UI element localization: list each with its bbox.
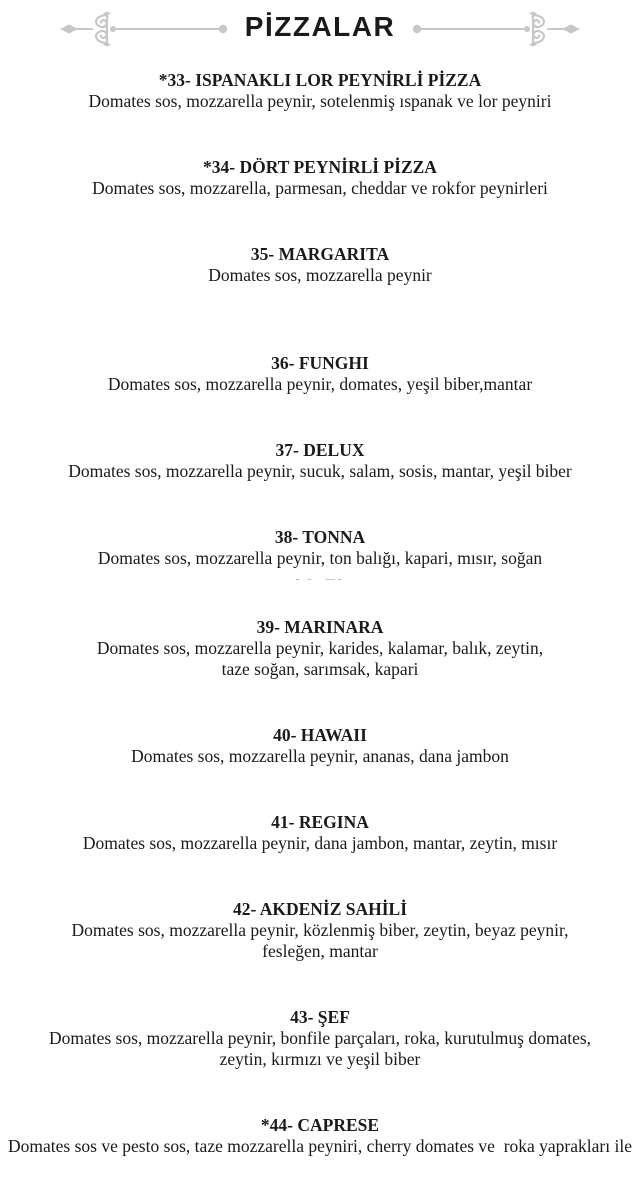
item-name: 37- DELUX xyxy=(275,440,365,460)
menu-item-42 xyxy=(0,899,640,962)
item-name: 40- HAWAII xyxy=(273,725,367,745)
menu-item-40 xyxy=(0,725,640,767)
menu-item-38 xyxy=(0,527,640,585)
pizza-menu-list xyxy=(0,48,640,1157)
item-description-line: Domates sos, mozzarella peynir xyxy=(208,265,432,285)
item-name: 35- MARGARITA xyxy=(250,244,390,264)
stray-dash-artifact: - - —- xyxy=(295,574,345,585)
menu-header xyxy=(0,0,640,48)
flourish-divider-right-icon xyxy=(411,11,581,47)
item-name: *33- ISPANAKLI LOR PEYNİRLİ PİZZA xyxy=(158,70,482,90)
item-description-line: Domates sos, mozzarella peynir, ananas, dana jambon xyxy=(131,746,509,766)
item-name: 36- FUNGHI xyxy=(271,353,369,373)
item-description-line: Domates sos, mozzarella, parmesan, cheddar ve rokfor peynirleri xyxy=(92,178,548,198)
item-description-line: Domates sos, mozzarella peynir, bonfile parçaları, roka, kurutulmuş domates, xyxy=(48,1028,592,1048)
item-name: 38- TONNA xyxy=(274,527,366,547)
item-description-line: Domates sos, mozzarella peynir, sucuk, salam, sosis, mantar, yeşil biber xyxy=(68,461,572,481)
scroll-curl-top-icon xyxy=(96,15,107,27)
item-description-line: Domates sos ve pesto sos, taze mozzarella peyniri, cherry domates ve roka yaprakları ile xyxy=(8,1136,632,1156)
menu-item-35 xyxy=(0,244,640,286)
item-name: *44- CAPRESE xyxy=(260,1115,380,1135)
scroll-curl-bottom-icon xyxy=(96,31,107,43)
item-description-line: Domates sos, mozzarella peynir, sotelenmiş ıspanak ve lor peyniri xyxy=(88,91,552,111)
page-title: PİZZALAR xyxy=(244,11,396,42)
menu-item-36 xyxy=(0,353,640,395)
item-description-line: Domates sos, mozzarella peynir, karides, kalamar, balık, zeytin, xyxy=(96,638,544,658)
item-description-line: Domates sos, mozzarella peynir, dana jambon, mantar, zeytin, mısır xyxy=(82,833,558,853)
item-name: 41- REGINA xyxy=(271,812,369,832)
menu-item-37 xyxy=(0,440,640,482)
menu-item-34 xyxy=(0,157,640,199)
menu-item-41 xyxy=(0,812,640,854)
item-name: 39- MARINARA xyxy=(256,617,384,637)
item-description-line: taze soğan, sarımsak, kapari xyxy=(221,659,419,679)
item-description-line: Domates sos, mozzarella peynir, domates, yeşil biber,mantar xyxy=(107,374,533,394)
menu-item-44 xyxy=(0,1115,640,1157)
item-description-line: fesleğen, mantar xyxy=(262,941,378,961)
flourish-divider-left-icon xyxy=(59,11,229,47)
item-description-line: Domates sos, mozzarella peynir, ton balığı, kapari, mısır, soğan xyxy=(97,548,543,568)
dot-icon xyxy=(413,25,421,33)
item-description-line: zeytin, kırmızı ve yeşil biber xyxy=(219,1049,421,1069)
item-name: *34- DÖRT PEYNİRLİ PİZZA xyxy=(203,157,437,177)
item-name: 43- ŞEF xyxy=(290,1007,350,1027)
item-description-line: Domates sos, mozzarella peynir, közlenmiş biber, zeytin, beyaz peynir, xyxy=(71,920,569,940)
menu-item-33 xyxy=(0,70,640,112)
dot-icon xyxy=(219,25,227,33)
item-name: 42- AKDENİZ SAHİLİ xyxy=(232,899,408,919)
menu-item-39 xyxy=(0,617,640,680)
scroll-curl-bottom-icon xyxy=(533,31,544,43)
menu-item-43 xyxy=(0,1007,640,1070)
scroll-curl-top-icon xyxy=(533,15,544,27)
